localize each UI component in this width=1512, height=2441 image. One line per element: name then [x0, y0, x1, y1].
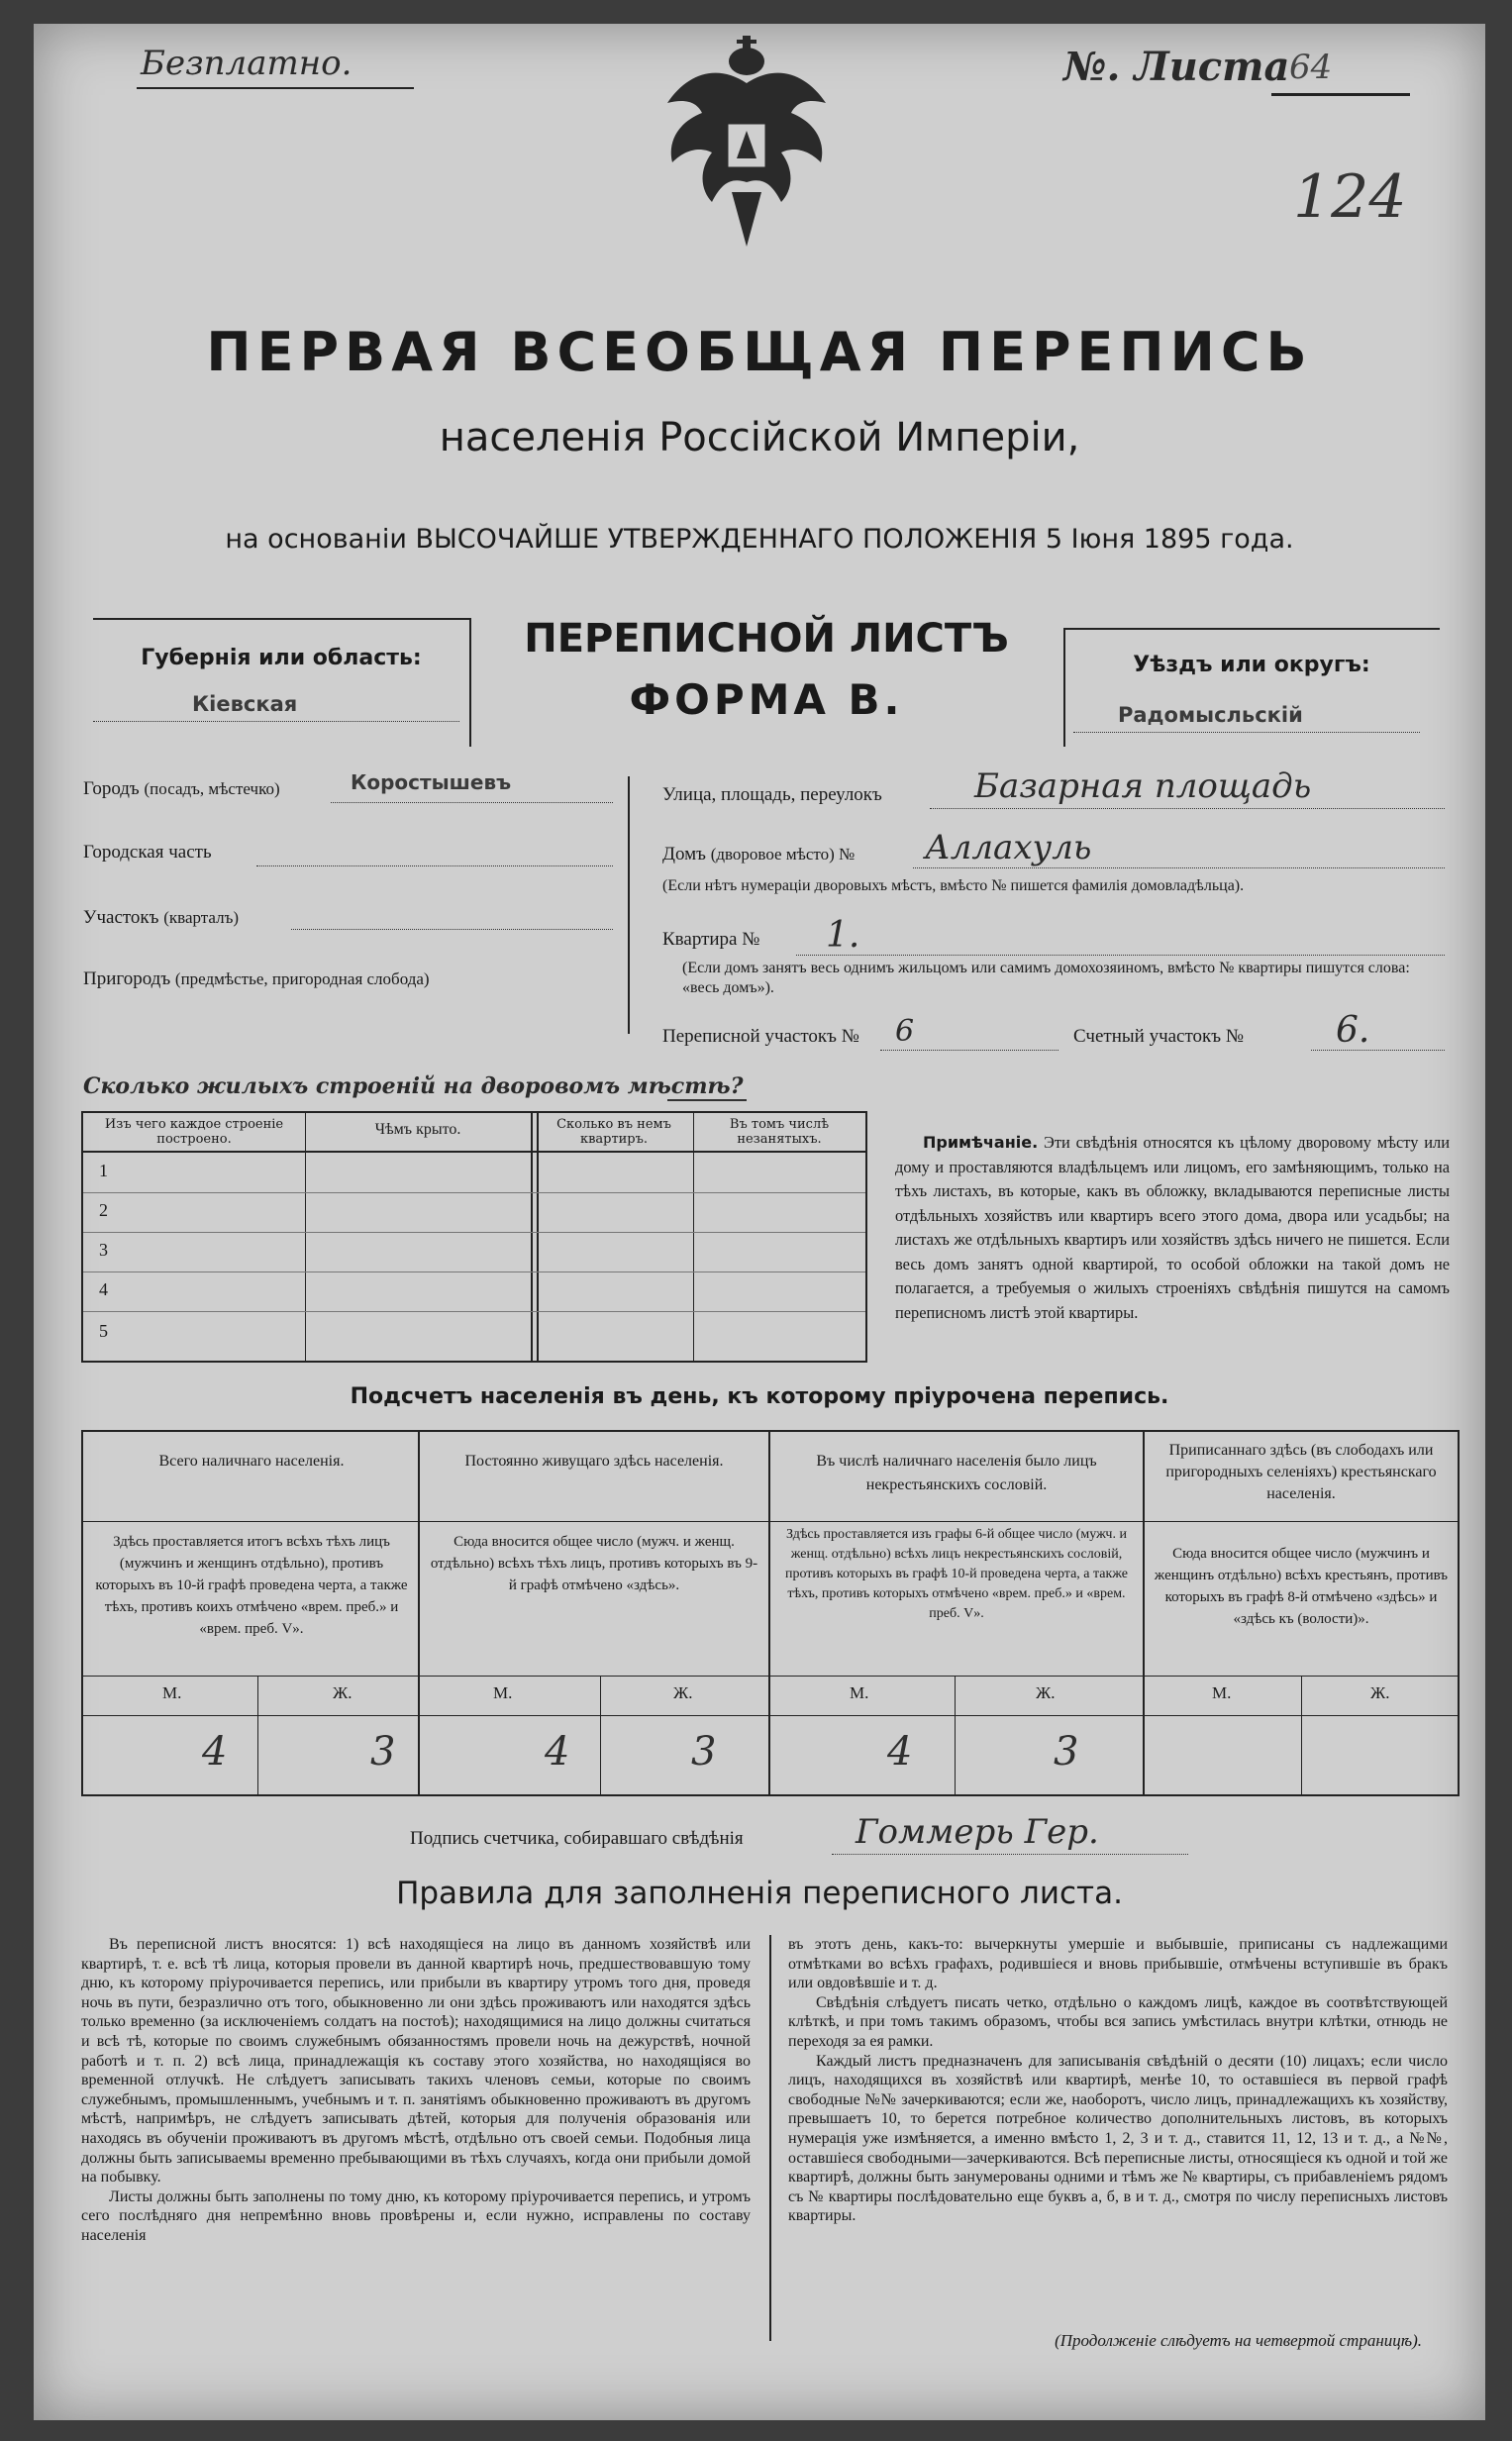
- perepisnoy-uchastok-label: Переписной участокъ №: [662, 1026, 859, 1047]
- signature-line: [832, 1854, 1188, 1855]
- count-col3-desc: Здѣсь проставляется изъ графы 6-й общее число (мужч. и женщ. отдѣльно) всѣхъ лицъ некрестьянскихъ сословій, противъ которыхъ въ графѣ 10-й проведена черта, а также тѣхъ, противъ которыхъ отмѣчено «врем. преб.» и «врем. преб. V».: [784, 1527, 1129, 1621]
- count-col1-zh-label: Ж.: [333, 1683, 353, 1702]
- count-col2-head: Постоянно живущаго здѣсь населенія.: [464, 1453, 724, 1470]
- count-col3-m-value: 4: [887, 1729, 913, 1775]
- form-title-line2: ФОРМА В.: [629, 675, 904, 724]
- note: [895, 1131, 1450, 1325]
- perepisnoy-line: [880, 1050, 1058, 1051]
- count-col4-zh-label: Ж.: [1370, 1683, 1390, 1702]
- uezd-value: Радомысльскій: [1118, 703, 1303, 727]
- uchastok-line: [291, 929, 613, 930]
- count-col3-zh-value: 3: [1054, 1729, 1079, 1775]
- rules-right-paragraph-1: въ этотъ день, какъ-то: вычеркнуты умершіе и выбывшіе, приписаны съ надлежащими отмѣтками во всѣхъ графахъ, родившіеся и вновь прибывшіе, отмѣчены вступившіе въ бракъ или овдовѣвшіе и т. д.: [788, 1936, 1448, 1992]
- count-desc-line: [83, 1676, 1458, 1677]
- count-col1-desc: Здѣсь проставляется итогъ всѣхъ тѣхъ лицъ (мужчинъ и женщинъ отдѣльно), противъ которыхъ въ 10-й графѣ проведена черта, а также тѣхъ, противъ коихъ отмѣчено «врем. преб.» и «врем. преб. V».: [95, 1534, 408, 1637]
- buildings-header-line: [83, 1151, 865, 1153]
- rules-divider: [769, 1935, 771, 2341]
- count-col4-head: Приписаннаго здѣсь (въ слободахъ или пригородныхъ селеніяхъ) крестьянскаго населенія.: [1165, 1442, 1437, 1502]
- buildings-row-line: [83, 1232, 865, 1233]
- buildings-col-roof: Чѣмъ крыто.: [374, 1121, 461, 1138]
- address-divider: [628, 776, 630, 1034]
- count-col-line: [418, 1432, 420, 1794]
- page-subtitle: населенія Россійской Имперіи,: [439, 415, 1080, 460]
- form-title-line1: ПЕРЕПИСНОЙ ЛИСТЪ: [524, 616, 1009, 661]
- schetny-uchastok-label: Счетный участокъ №: [1073, 1026, 1244, 1047]
- ulitsa-line: [930, 808, 1445, 809]
- imperial-eagle-emblem: [657, 34, 836, 261]
- count-col-line: [768, 1432, 770, 1794]
- buildings-question-line: [667, 1099, 747, 1101]
- uchastok-note: (кварталъ): [163, 908, 240, 927]
- buildings-row-3: 3: [99, 1240, 108, 1260]
- count-col1-m-value: 4: [202, 1729, 228, 1775]
- perepisnoy-uchastok-value: 6: [895, 1014, 915, 1049]
- gorod-line: [331, 802, 613, 803]
- buildings-col-line: [531, 1113, 533, 1361]
- signature-label: Подпись счетчика, собиравшаго свѣдѣнія: [410, 1828, 744, 1849]
- count-col1-head: Всего наличнаго населенія.: [158, 1453, 345, 1470]
- count-col1-m-label: М.: [162, 1683, 182, 1702]
- ulitsa-label: Улица, площадь, переулокъ: [662, 784, 882, 805]
- buildings-col-line: [537, 1113, 539, 1361]
- buildings-question: Сколько жилыхъ строеній на дворовомъ мѣстѣ?: [83, 1073, 744, 1099]
- buildings-col-line: [693, 1113, 694, 1361]
- note-text: Эти свѣдѣнія относятся къ цѣлому дворовому мѣсту или дому и проставляются владѣльцемъ или лицомъ, его замѣняющимъ, только на тѣхъ листахъ, въ которые, какъ въ обложку, вкладываются переписные листы отдѣльныхъ хозяйствъ или квартиръ всего этого дома, двора или усадьбы; на листахъ же отдѣльныхъ квартиръ или хозяйствъ здѣсь ничего не пишется. Если весь домъ занятъ одной квартирой, то особой обложки на такой домъ не полагается, а требуемыя о жилыхъ строеніяхъ свѣдѣнія пишутся на самомъ переписномъ листѣ этой квартиры.: [895, 1133, 1450, 1322]
- buildings-col-apartments: Сколько въ немъ квартиръ.: [556, 1117, 671, 1147]
- count-mzh-divider: [955, 1676, 956, 1794]
- kvartira-hint: (Если домъ занятъ весь однимъ жильцомъ или самимъ домохозяиномъ, вмѣсто № квартиры пишутся слова: «весь домъ»).: [682, 960, 1410, 996]
- count-col2-zh-value: 3: [691, 1729, 717, 1775]
- kvartira-line: [796, 955, 1445, 956]
- uezd-value-line: [1073, 732, 1420, 733]
- rules-continued: (Продолженіе слѣдуетъ на четвертой страницѣ).: [1055, 2331, 1422, 2350]
- buildings-row-line: [83, 1271, 865, 1272]
- prigorod-label: Пригородъ: [83, 968, 171, 989]
- box-line: [1063, 628, 1440, 630]
- gorod-label: Городъ: [83, 778, 140, 799]
- count-mzh-divider: [1301, 1676, 1302, 1794]
- box-line: [1063, 628, 1065, 747]
- gubernia-value-line: [93, 721, 459, 722]
- count-col-line: [1143, 1432, 1145, 1794]
- ulitsa-value: Базарная площадь: [974, 766, 1312, 806]
- count-col2-m-label: М.: [493, 1683, 513, 1702]
- dom-row: [662, 844, 855, 865]
- gorodskaya-chast-line: [256, 865, 613, 866]
- dom-note: (дворовое мѣсто) №: [710, 845, 856, 864]
- count-mzh-line: [83, 1715, 1458, 1716]
- count-col3-m-label: М.: [850, 1683, 869, 1702]
- signature-value: Гоммерь Гер.: [856, 1812, 1099, 1852]
- free-label: Безплатно.: [141, 44, 353, 83]
- buildings-row-2: 2: [99, 1200, 108, 1220]
- free-underline: [137, 87, 414, 89]
- count-col1-zh-value: 3: [370, 1729, 396, 1775]
- count-col4-m-label: М.: [1212, 1683, 1232, 1702]
- schetny-uchastok-value: 6.: [1336, 1010, 1370, 1051]
- count-mzh-divider: [257, 1676, 258, 1794]
- count-col3-head: Въ числѣ наличнаго населенія было лицъ некрестьянскихъ сословій.: [816, 1453, 1097, 1493]
- note-label: Примѣчаніе.: [923, 1133, 1039, 1152]
- kvartira-value: 1.: [826, 915, 860, 956]
- buildings-col-vacant: Въ томъ числѣ незанятыхъ.: [729, 1117, 830, 1147]
- prigorod-row: [83, 968, 430, 990]
- gorod-note: (посадъ, мѣстечко): [144, 779, 280, 798]
- buildings-row-4: 4: [99, 1279, 108, 1299]
- buildings-row-5: 5: [99, 1321, 108, 1341]
- count-head-line: [83, 1521, 1458, 1522]
- sheet-number-underline: [1271, 93, 1410, 96]
- gorod-row: [83, 778, 280, 800]
- dom-label: Домъ: [662, 844, 706, 865]
- dom-line: [913, 867, 1445, 868]
- dom-value: Аллахуль: [925, 828, 1092, 867]
- buildings-col-line: [305, 1113, 306, 1361]
- rules-title: Правила для заполненія переписного листа.: [396, 1876, 1123, 1911]
- count-mzh-divider: [600, 1676, 601, 1794]
- rules-left-paragraph-1: Въ переписной листъ вносятся: 1) всѣ находящіеся на лицо въ данномъ хозяйствѣ или квартирѣ, т. е. всѣ тѣ лица, которыя провели въ данной квартирѣ ночь, предшествовавшую тому дню, къ которому пріурочивается перепись, или прибыли въ квартиру утромъ того дня, проведя ночь въ пути, безразлично отъ того, обыкновенно ли они здѣсь проживаютъ или находятся здѣсь только временно (за исключеніемъ солдатъ на постоѣ); находящимися на лицо должны считаться и всѣ тѣ, которые по своимъ служебнымъ обязанностямъ провели ночь на дежурствѣ, ночной работѣ и т. п. 2) всѣ лица, принадлежащія къ составу этого хозяйства, но находящіяся во временной отлучкѣ. Не слѣдуетъ записывать такихъ членовъ семьи, которые по своимъ служебнымъ, промышленнымъ, учебнымъ и т. п. занятіямъ обыкновенно проживаютъ въ другомъ мѣстѣ, напримѣръ, не слѣдуетъ записывать дѣтей, которыя для полученія образованія или находясь въ обученіи проживаютъ въ другомъ мѣстѣ, отдѣльно отъ своей семьи. Подобныя лица должны быть записываемы временно пребывающими въ тѣхъ случаяхъ, когда они прибыли домой на побывку.: [81, 1936, 751, 2187]
- sheet-number-value: 64: [1289, 48, 1333, 87]
- schetny-line: [1311, 1050, 1445, 1051]
- page-basis: на основаніи ВЫСОЧАЙШЕ УТВЕРЖДЕННАГО ПОЛОЖЕНІЯ 5 Іюня 1895 года.: [225, 524, 1294, 555]
- box-line: [93, 618, 469, 620]
- kvartira-label: Квартира №: [662, 929, 760, 950]
- buildings-row-1: 1: [99, 1161, 108, 1180]
- uezd-label: Уѣздъ или округъ:: [1133, 653, 1370, 677]
- count-table: [81, 1430, 1460, 1796]
- count-col2-m-value: 4: [545, 1729, 570, 1775]
- buildings-row-line: [83, 1192, 865, 1193]
- sheet-hand-number: 124: [1293, 162, 1407, 232]
- gubernia-value: Кіевская: [192, 692, 298, 716]
- dom-hint: (Если нѣтъ нумераціи дворовыхъ мѣстъ, вмѣсто № пишется фамилія домовладѣльца).: [662, 877, 1245, 894]
- count-title: Подсчетъ населенія въ день, къ которому пріурочена перепись.: [350, 1384, 1169, 1409]
- page-title: ПЕРВАЯ ВСЕОБЩАЯ ПЕРЕПИСЬ: [206, 321, 1313, 383]
- buildings-row-line: [83, 1311, 865, 1312]
- gubernia-label: Губернія или область:: [141, 646, 422, 670]
- census-sheet: [34, 24, 1485, 2420]
- rules-left-paragraph-2: Листы должны быть заполнены по тому дню, къ которому пріурочивается перепись, и утромъ сего послѣдняго дня непремѣнно вновь провѣрены и, если нужно, исправлены по составу населенія: [81, 2187, 751, 2244]
- count-col2-desc: Сюда вносится общее число (мужч. и женщ. отдѣльно) всѣхъ тѣхъ лицъ, противъ которыхъ въ 9-й графѣ отмѣчено «здѣсь».: [430, 1534, 758, 1593]
- rules-right-paragraph-2: Свѣдѣнія слѣдуетъ писать четко, отдѣльно о каждомъ лицѣ, каждое въ соотвѣтствующей клѣткѣ, и при томъ такимъ образомъ, чтобы вся запись умѣстилась внутри клѣтки, отнюдь не переходя за ея рамки.: [788, 1993, 1448, 2050]
- count-col3-zh-label: Ж.: [1036, 1683, 1056, 1702]
- count-col2-zh-label: Ж.: [673, 1683, 693, 1702]
- count-col4-desc: Сюда вносится общее число (мужчинъ и женщинъ отдѣльно) всѣхъ крестьянъ, противъ которыхъ въ графѣ 8-й отмѣчено «здѣсь» и «здѣсь къ (волости)».: [1154, 1546, 1449, 1627]
- uchastok-row: [83, 907, 239, 929]
- sheet-number-label: №. Листа: [1063, 44, 1290, 90]
- uchastok-label: Участокъ: [83, 907, 159, 928]
- buildings-col-material: Изъ чего каждое строеніе построено.: [104, 1117, 284, 1147]
- rules-left-column: [81, 1935, 751, 2246]
- gorodskaya-chast-label: Городская часть: [83, 842, 212, 863]
- rules-right-column: [788, 1935, 1448, 2226]
- prigorod-note: (предмѣстье, пригородная слобода): [174, 969, 430, 988]
- buildings-table: [81, 1111, 867, 1363]
- gorod-value: Коростышевъ: [351, 770, 512, 794]
- rules-right-paragraph-3: Каждый листъ предназначенъ для записыванія свѣдѣній о десяти (10) лицахъ; если число лицъ, находящихся въ хозяйствѣ или квартирѣ, менѣе 10, то оставшіеся въ первой графѣ свободные №№ зачеркиваются; если же, наоборотъ, число лицъ, принадлежащихъ къ хозяйству, превышаетъ 10, то берется потребное количество дополнительныхъ листовъ, въ которыхъ нумерація уже измѣняется, а именно вмѣсто 1, 2, 3 и т. д., ставится 11, 12, 13 и т. д., а №№, оставшіеся свободными—зачеркиваются. Всѣ переписные листы, относящіеся къ одной и той же квартирѣ, должны быть занумерованы одними и тѣмъ же № квартиры, съ прибавленіемъ рядомъ съ № квартиры послѣдовательно еще буквъ а, б, в и т. д., смотря по числу переписныхъ листовъ квартиры.: [788, 2052, 1448, 2225]
